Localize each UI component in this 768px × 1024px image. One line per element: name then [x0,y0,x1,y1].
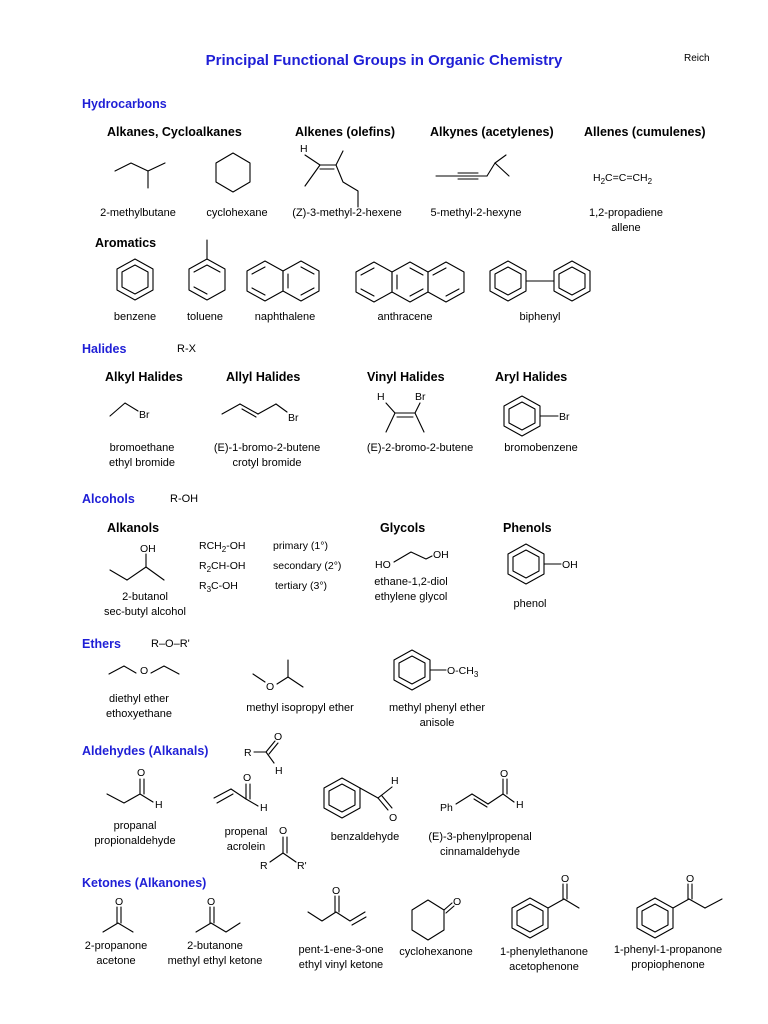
svg-text:H: H [391,775,399,787]
caption-ethyl-vinyl-ketone: ethyl vinyl ketone [298,959,384,971]
structure-2-methylbutane [115,163,165,188]
caption-acetone: acetone [96,955,136,967]
svg-text:O: O [140,665,149,677]
svg-text:O: O [115,896,124,908]
caption-methyl-isopropyl-ether: methyl isopropyl ether [246,702,354,714]
subhead-alkynes: Alkynes (acetylenes) [430,125,554,139]
caption-bromoethane: bromoethane [109,442,175,454]
svg-text:O: O [561,873,570,885]
structure-acetone [103,896,133,932]
caption-ethoxyethane: ethoxyethane [105,708,173,720]
svg-text:Br: Br [415,391,426,403]
alcohols-formula: R-OH [170,493,199,505]
caption-ethyl-bromide: ethyl bromide [108,457,176,469]
caption-ethylene-glycol: ethylene glycol [374,591,448,603]
structure-2-butanol [110,543,164,580]
svg-text:O: O [266,681,275,693]
structure-acetophenone [512,873,579,938]
page-title: Principal Functional Groups in Organic Chemistry [205,52,563,69]
structure-bromoethane [110,403,150,421]
caption-benzene: benzene [113,311,157,323]
caption-e-2-bromo-2-butene: (E)-2-bromo-2-butene [366,442,474,454]
svg-text:Br: Br [139,409,150,421]
structure-ethyl-vinyl-ketone [308,885,366,925]
caption-anthracene: anthracene [377,311,433,323]
structure-2-butanone [196,896,240,932]
svg-text:OH: OH [562,559,578,571]
structure-z-3-methyl-2-hexene [300,143,358,207]
structure-ketone-general [260,825,307,872]
allene-formula: $H_2C=C=CH_2$ [593,172,653,187]
subhead-alkanes: Alkanes, Cycloalkanes [107,125,242,139]
subhead-alkyl-halides: Alkyl Halides [105,370,183,384]
svg-text:O: O [207,896,216,908]
structure-anisole [394,650,479,690]
caption-sec-butyl-alcohol: sec-butyl alcohol [104,606,186,618]
caption-propanal: propanal [113,820,157,832]
section-aldehydes: Aldehydes (Alkanals) [82,744,209,758]
tertiary-formula: $R_3C-OH$ [199,580,238,595]
structure-diethyl-ether [109,665,179,677]
caption-propenal: propenal [224,826,268,838]
svg-text:Br: Br [559,411,570,423]
secondary-formula: $R_2CH-OH$ [199,560,246,575]
svg-text:O: O [389,812,398,824]
caption-1-2-propadiene: 1,2-propadiene [588,207,663,219]
svg-text:R: R [260,860,268,872]
caption-acetophenone: acetophenone [509,961,579,973]
svg-text:O: O [453,896,462,908]
caption-methyl-ethyl-ketone: methyl ethyl ketone [167,955,263,967]
structure-e-2-bromo-2-butene [377,391,426,432]
caption-2-propanone: 2-propanone [84,940,148,952]
caption-z-3-methyl-2-hexene: (Z)-3-methyl-2-hexene [292,207,402,219]
caption-benzaldehyde: benzaldehyde [330,831,400,843]
structure-e-1-bromo-2-butene [222,404,299,424]
svg-text:Ph: Ph [440,802,453,814]
caption-methyl-phenyl-ether: methyl phenyl ether [389,702,485,714]
structure-cyclohexanone [412,896,461,940]
svg-text:R: R [244,747,252,759]
subhead-glycols: Glycols [380,521,426,535]
section-ethers: Ethers [82,637,121,651]
caption-acrolein: acrolein [226,841,266,853]
caption-propionaldehyde: propionaldehyde [94,835,176,847]
svg-text:O: O [500,768,509,780]
halides-formula: R-X [177,343,196,355]
caption-2-methylbutane: 2-methylbutane [100,207,176,219]
caption-1-phenylethanone: 1-phenylethanone [499,946,589,958]
caption-e-3-phenylpropenal: (E)-3-phenylpropenal [428,831,532,843]
caption-crotyl-bromide: crotyl bromide [232,457,302,469]
caption-pent-1-ene-3-one: pent-1-ene-3-one [298,944,384,956]
subhead-aromatics: Aromatics [95,236,157,250]
structure-propanal [107,767,163,811]
svg-text:OH: OH [433,549,449,561]
svg-text:Br: Br [288,412,299,424]
svg-text:R': R' [297,860,307,872]
caption-cyclohexane: cyclohexane [206,207,268,219]
svg-text:O: O [686,873,695,885]
primary-formula: $RCH_2-OH$ [199,540,246,555]
section-alcohols: Alcohols [82,492,135,506]
subhead-allenes: Allenes (cumulenes) [584,125,706,139]
caption-anisole: anisole [419,717,455,729]
structure-aldehyde-general [244,731,283,777]
structure-cinnamaldehyde [440,768,524,814]
caption-allene: allene [611,222,641,234]
author-label: Reich [684,53,710,64]
caption-biphenyl: biphenyl [519,311,561,323]
svg-text:H: H [516,799,524,811]
subhead-aryl-halides: Aryl Halides [495,370,568,384]
svg-text:HO: HO [375,559,391,571]
svg-text:O: O [279,825,288,837]
subhead-allyl-halides: Allyl Halides [226,370,301,384]
svg-text:O: O [332,885,341,897]
caption-2-butanol: 2-butanol [122,591,168,603]
structure-phenol [508,544,578,584]
caption-phenol: phenol [513,598,547,610]
structure-toluene [189,240,225,300]
svg-text:H: H [275,765,283,777]
structure-benzene [117,259,153,300]
svg-text:O: O [137,767,146,779]
caption-1-phenyl-1-propanone: 1-phenyl-1-propanone [613,944,723,956]
tertiary-label: tertiary (3°) [275,580,328,592]
svg-text:O: O [243,772,252,784]
subhead-alkenes: Alkenes (olefins) [295,125,396,139]
caption-cinnamaldehyde: cinnamaldehyde [439,846,521,858]
svg-text:O: O [274,731,283,743]
structure-anthracene [356,262,464,302]
structure-5-methyl-2-hexyne [436,155,509,179]
ethers-formula: R–O–R' [151,638,190,650]
subhead-vinyl-halides: Vinyl Halides [367,370,445,384]
structure-ethylene-glycol [375,549,449,571]
caption-bromobenzene: bromobenzene [504,442,578,454]
svg-text:H: H [377,391,385,403]
structure-benzaldehyde [324,775,399,824]
structure-bromobenzene [504,396,570,436]
secondary-label: secondary (2°) [273,560,342,572]
subhead-alkanols: Alkanols [107,521,160,535]
caption-toluene: toluene [186,311,224,323]
svg-text:OH: OH [140,543,156,555]
caption-2-butanone: 2-butanone [187,940,243,952]
structure-cyclohexane [216,153,250,192]
structure-propenal [214,772,268,814]
caption-e-1-bromo-2-butene: (E)-1-bromo-2-butene [213,442,321,454]
svg-text:O-CH3: $O-CH_3$ [447,665,479,679]
structure-biphenyl [490,261,590,301]
section-ketones: Ketones (Alkanones) [82,876,207,890]
caption-naphthalene: naphthalene [254,311,316,323]
section-hydrocarbons: Hydrocarbons [82,97,167,111]
subhead-phenols: Phenols [503,521,552,535]
section-halides: Halides [82,342,127,356]
caption-diethyl-ether: diethyl ether [109,693,169,705]
svg-text:H: H [155,799,163,811]
caption-propiophenone: propiophenone [631,959,705,971]
svg-text:H: H [300,143,308,155]
caption-5-methyl-2-hexyne: 5-methyl-2-hexyne [430,207,522,219]
svg-text:H: H [260,802,268,814]
primary-label: primary (1°) [273,540,328,552]
structure-naphthalene [247,261,319,301]
caption-ethane-1-2-diol: ethane-1,2-diol [374,576,448,588]
caption-cyclohexanone: cyclohexanone [399,946,473,958]
structure-propiophenone [637,873,722,938]
structure-methyl-isopropyl-ether [253,660,303,693]
